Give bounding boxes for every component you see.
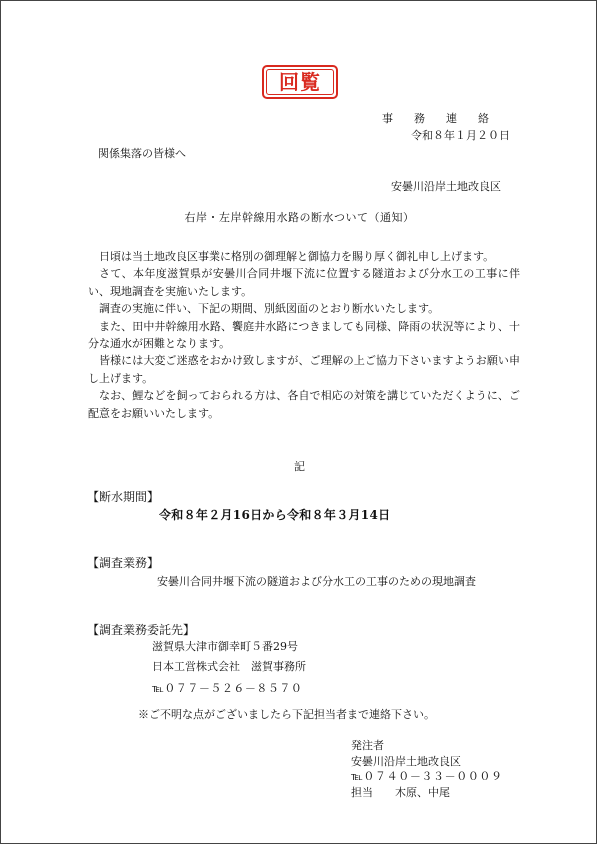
contractor-address: 滋賀県大津市御幸町５番29号 — [152, 640, 298, 653]
stamp-text: 回覧 — [279, 70, 321, 94]
body-paragraph: なお、鯉などを飼っておられる方は、各自で相応の対策を講じていただくように、ご配意をお願いいたします。 — [88, 389, 520, 420]
body-text — [88, 248, 520, 422]
period-heading: 【断水期間】 — [87, 490, 160, 504]
body-paragraph: 調査の実施に伴い、下記の期間、別紙図面のとおり断水いたします。 — [99, 302, 440, 316]
body-paragraph: また、田中井幹線用水路、饗庭井水路につきましても同様、降雨の状況等により、十分な通水が困難となります。 — [88, 319, 520, 351]
footer-org: 安曇川沿岸土地改良区 — [351, 754, 461, 768]
footer-label: 発注者 — [351, 739, 384, 752]
footer-contact — [351, 738, 503, 800]
contractor-heading: 【調査業務委託先】 — [87, 623, 196, 637]
sender-name: 安曇川沿岸土地改良区 — [391, 180, 501, 193]
contractor-name: 日本工営株式会社 滋賀事務所 — [152, 660, 306, 673]
body-paragraph: 皆様には大変ご迷惑をおかけ致しますが、ご理解の上ご協力下さいますようお願い申し上げます。 — [88, 354, 520, 385]
doc-date: 令和８年１月２０日 — [411, 129, 510, 142]
inquiry-note: ※ご不明な点がございましたら下記担当者まで連絡下さい。 — [138, 708, 435, 721]
doc-type: 事務連絡 — [382, 112, 510, 125]
footer-tel: ℡０７４０－３３－０００９ — [351, 770, 503, 783]
addressee: 関係集落の皆様へ — [98, 147, 186, 160]
footer-contact-person: 担当 木原、中尾 — [351, 785, 450, 799]
period-value: 令和８年２月16日から令和８年３月14日 — [159, 508, 391, 522]
survey-heading: 【調査業務】 — [87, 556, 160, 570]
contractor-tel: ℡０７７－５２６－８５７０ — [152, 682, 303, 695]
body-paragraph: さて、本年度滋賀県が安曇川合同井堰下流に位置する隧道および分水工の工事に伴い、現地調査を実施いたします。 — [88, 267, 520, 298]
body-paragraph: 日頃は当土地改良区事業に格別の御理解と御協力を賜り厚く御礼申し上げます。 — [99, 250, 495, 263]
ki-heading: 記 — [294, 460, 305, 473]
survey-value: 安曇川合同井堰下流の隧道および分水工の工事のための現地調査 — [157, 575, 476, 588]
subject-title: 右岸・左岸幹線用水路の断水ついて（通知） — [184, 211, 415, 224]
circulation-stamp — [262, 65, 338, 99]
